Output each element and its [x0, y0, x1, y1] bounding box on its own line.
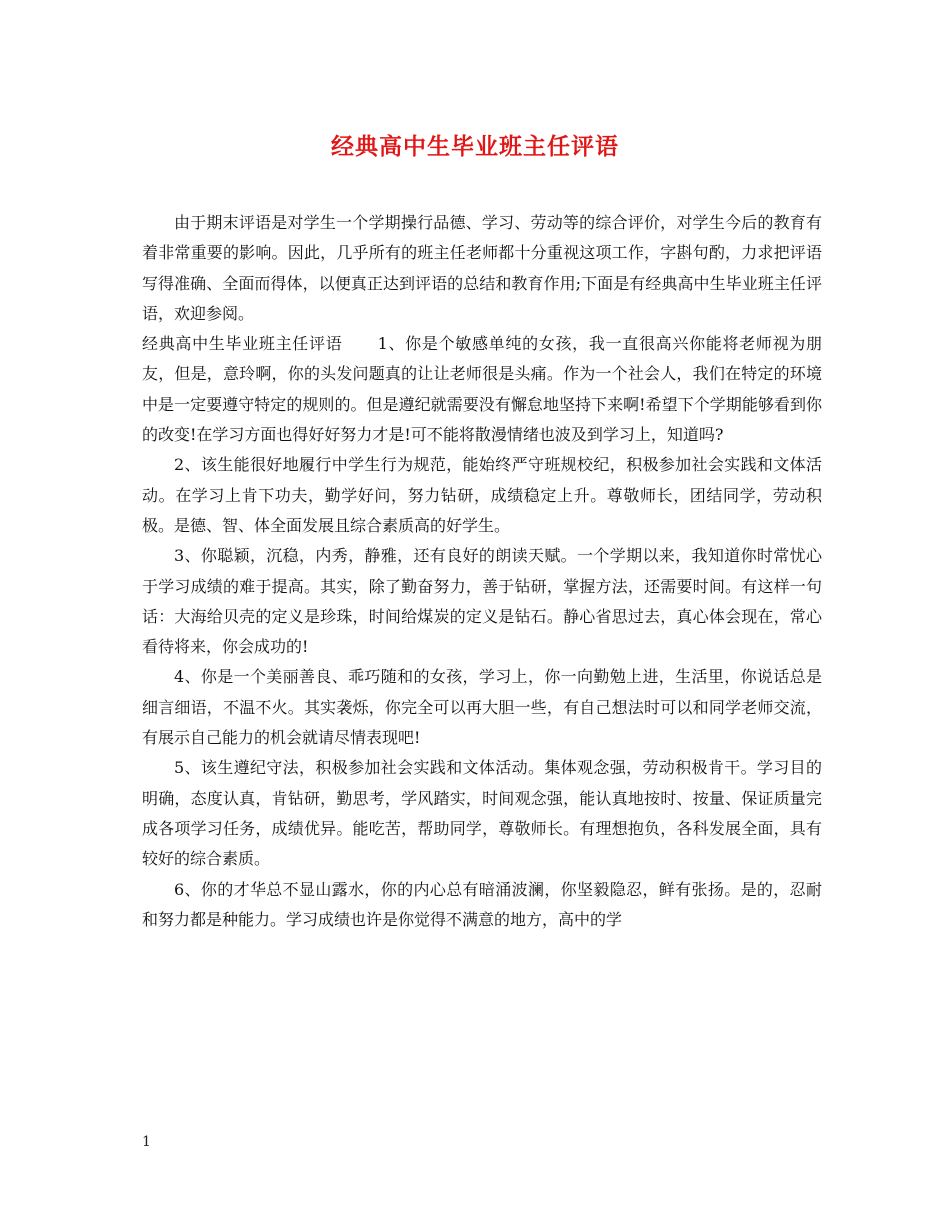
comment-paragraph-6: 6、你的才华总不显山露水，你的内心总有暗涌波澜，你坚毅隐忍，鲜有张扬。是的，忍耐和努力都是种能力。学习成绩也许是你觉得不满意的地方，高中的学	[142, 879, 822, 929]
comment-1-text: 1、你是个敏感单纯的女孩，我一直很高兴你能将老师视为朋友，但是，意玲啊，你的头发问题真的让让老师很是头痛。作为一个社会人，我们在特定的环境中是一定要遵守特定的规则的。但是遵纪就需要没有懈怠地坚持下来啊!希望下个学期能够看到你的改变!在学习方面也得好好努力才是!可不能将散漫情绪也波及到学习上，知道吗?	[142, 334, 822, 445]
comment-paragraph-2: 2、该生能很好地履行中学生行为规范，能始终严守班规校纪，积极参加社会实践和文体活动。在学习上肯下功夫，勤学好问，努力钻研，成绩稳定上升。尊敬师长，团结同学，劳动积极。是德、智、体全面发展且综合素质高的好学生。	[142, 455, 822, 535]
document-body	[142, 208, 822, 935]
comment-paragraph-4: 4、你是一个美丽善良、乖巧随和的女孩，学习上，你一向勤勉上进，生活里，你说话总是细言细语，不温不火。其实袭烁，你完全可以再大胆一些，有自己想法时可以和同学老师交流，有展示自己能力的机会就请尽情表现吧!	[142, 667, 822, 748]
intro-paragraph: 由于期末评语是对学生一个学期操行品德、学习、劳动等的综合评价，对学生今后的教育有着非常重要的影响。因此，几乎所有的班主任老师都十分重视这项工作，字斟句酌，力求把评语写得准确、全面而得体，以便真正达到评语的总结和教育作用;下面是有经典高中生毕业班主任评语，欢迎参阅。	[142, 213, 822, 323]
section-subtitle: 经典高中生毕业班主任评语	[142, 334, 343, 354]
document-title: 经典高中生毕业班主任评语	[331, 133, 619, 160]
page-number: 1	[142, 1134, 151, 1150]
comment-paragraph-1	[142, 329, 822, 450]
comment-paragraph-5: 5、该生遵纪守法，积极参加社会实践和文体活动。集体观念强，劳动积极肯干。学习目的明确，态度认真，肯钻研，勤思考，学风踏实，时间观念强，能认真地按时、按量、保证质量完成各项学习任务，成绩优异。能吃苦，帮助同学，尊敬师长。有理想抱负，各科发展全面，具有较好的综合素质。	[142, 758, 822, 869]
comment-paragraph-3: 3、你聪颖，沉稳，内秀，静雅，还有良好的朗读天赋。一个学期以来，我知道你时常忧心于学习成绩的难于提高。其实，除了勤奋努力，善于钻研，掌握方法，还需要时间。有这样一句话：大海给贝壳的定义是珍珠，时间给煤炭的定义是钻石。静心省思过去，真心体会现在，常心看待将来，你会成功的!	[142, 546, 822, 657]
